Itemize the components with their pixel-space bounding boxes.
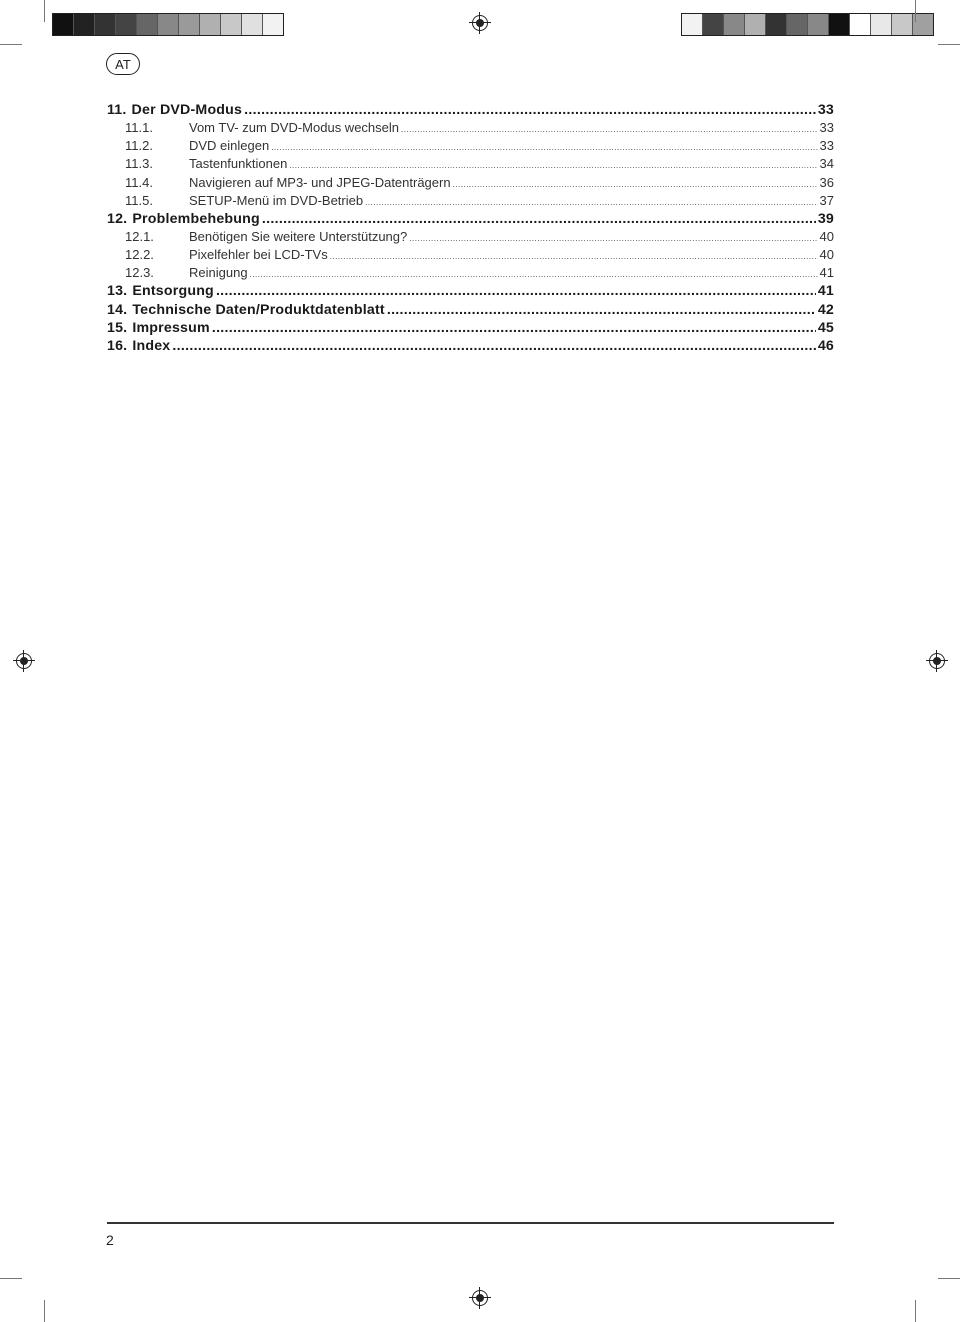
toc-leader-dots	[262, 211, 816, 227]
crop-mark	[0, 1278, 22, 1279]
toc-entry-number: 15.	[107, 319, 128, 336]
toc-entry-number: 11.4.	[125, 174, 153, 190]
color-calibration-bar-left	[52, 13, 284, 36]
toc-entry-number: 11.5.	[125, 192, 153, 208]
registration-mark-icon	[16, 653, 32, 669]
toc-entry-page: 46	[817, 338, 834, 355]
toc-leader-dots	[250, 265, 818, 280]
color-swatch	[829, 14, 850, 35]
toc-entry-page: 37	[819, 192, 834, 208]
toc-chapter-entry[interactable]	[107, 338, 834, 356]
color-swatch	[116, 14, 137, 35]
color-swatch	[221, 14, 242, 35]
toc-entry-number: 12.3.	[125, 265, 154, 281]
toc-chapter-entry[interactable]	[107, 211, 834, 229]
toc-section-entry[interactable]	[107, 138, 834, 156]
toc-entry-title: Navigieren auf MP3- und JPEG-Datenträgern	[189, 174, 451, 190]
color-swatch	[74, 14, 95, 35]
toc-section-entry[interactable]	[107, 229, 834, 247]
color-swatch	[703, 14, 724, 35]
toc-entry-page: 34	[819, 156, 834, 172]
toc-entry-title: Pixelfehler bei LCD-TVs	[189, 247, 328, 263]
toc-leader-dots	[216, 283, 816, 299]
toc-entry-title: Problembehebung	[132, 210, 260, 227]
toc-entry-page: 40	[819, 247, 834, 263]
toc-entry-page: 39	[817, 210, 834, 227]
toc-entry-number: 11.	[107, 102, 127, 118]
toc-entry-title: Reinigung	[189, 265, 248, 281]
toc-entry-title: Impressum	[132, 319, 210, 336]
toc-section-entry[interactable]	[107, 247, 834, 265]
toc-section-entry[interactable]	[107, 156, 834, 174]
color-swatch	[850, 14, 871, 35]
color-swatch	[808, 14, 829, 35]
toc-entry-number: 16.	[107, 338, 128, 355]
toc-entry-page: 42	[817, 301, 834, 318]
toc-chapter-entry[interactable]	[107, 302, 834, 320]
toc-entry-page: 33	[819, 120, 834, 136]
toc-chapter-entry[interactable]	[107, 283, 834, 301]
toc-entry-page: 33	[817, 102, 834, 118]
color-swatch	[137, 14, 158, 35]
toc-entry-page: 40	[819, 229, 834, 245]
page-number: 2	[106, 1232, 114, 1248]
crop-mark	[0, 44, 22, 45]
toc-entry-number: 11.3.	[125, 156, 153, 172]
toc-entry-page: 33	[819, 138, 834, 154]
toc-leader-dots	[244, 102, 816, 118]
crop-mark	[938, 44, 960, 45]
toc-entry-title: Der DVD-Modus	[131, 102, 243, 118]
toc-entry-title: Technische Daten/Produktdatenblatt	[132, 301, 385, 318]
toc-entry-page: 36	[819, 174, 834, 190]
toc-entry-number: 11.1.	[125, 120, 153, 136]
toc-entry-title: Entsorgung	[132, 283, 214, 300]
color-swatch	[179, 14, 200, 35]
toc-leader-dots	[387, 302, 816, 318]
color-swatch	[158, 14, 179, 35]
color-swatch	[787, 14, 808, 35]
color-swatch	[95, 14, 116, 35]
registration-mark-icon	[472, 1290, 488, 1306]
toc-entry-page: 41	[819, 265, 834, 281]
color-swatch	[892, 14, 913, 35]
toc-entry-number: 12.	[107, 210, 128, 227]
toc-leader-dots	[289, 156, 817, 171]
toc-entry-title: Vom TV- zum DVD-Modus wechseln	[189, 120, 399, 136]
registration-mark-icon	[929, 653, 945, 669]
toc-entry-title: Benötigen Sie weitere Unterstützung?	[189, 229, 408, 245]
toc-section-entry[interactable]	[107, 175, 834, 193]
toc-leader-dots	[453, 175, 818, 190]
crop-mark	[915, 0, 916, 22]
crop-mark	[44, 0, 45, 22]
toc-leader-dots	[172, 338, 815, 354]
color-swatch	[53, 14, 74, 35]
color-swatch	[724, 14, 745, 35]
toc-section-entry[interactable]	[107, 120, 834, 138]
color-swatch	[682, 14, 703, 35]
toc-chapter-entry[interactable]	[107, 102, 834, 120]
toc-entry-title: DVD einlegen	[189, 138, 270, 154]
toc-entry-title: SETUP-Menü im DVD-Betrieb	[189, 192, 364, 208]
color-swatch	[766, 14, 787, 35]
color-swatch	[242, 14, 263, 35]
toc-entry-number: 12.2.	[125, 247, 154, 263]
footer-divider	[107, 1222, 834, 1224]
toc-section-entry[interactable]	[107, 265, 834, 283]
toc-leader-dots	[330, 247, 818, 262]
color-swatch	[200, 14, 221, 35]
color-swatch	[263, 14, 283, 35]
color-swatch	[913, 14, 933, 35]
color-swatch	[745, 14, 766, 35]
crop-mark	[915, 1300, 916, 1322]
toc-leader-dots	[365, 193, 817, 208]
color-calibration-bar-right	[681, 13, 934, 36]
toc-leader-dots	[271, 138, 817, 153]
toc-entry-title: Index	[132, 338, 171, 355]
toc-entry-page: 45	[817, 319, 834, 336]
registration-mark-icon	[472, 15, 488, 31]
crop-mark	[44, 1300, 45, 1322]
toc-entry-number: 13.	[107, 283, 128, 300]
table-of-contents	[107, 102, 834, 357]
toc-chapter-entry[interactable]	[107, 320, 834, 338]
toc-leader-dots	[409, 229, 817, 244]
toc-entry-page: 41	[817, 283, 834, 300]
toc-entry-number: 11.2.	[125, 138, 153, 154]
toc-entry-number: 14.	[107, 301, 128, 318]
toc-leader-dots	[401, 120, 818, 135]
toc-entry-number: 12.1.	[125, 229, 154, 245]
toc-leader-dots	[212, 320, 816, 336]
color-swatch	[871, 14, 892, 35]
toc-entry-title: Tastenfunktionen	[189, 156, 288, 172]
country-code-badge: AT	[106, 53, 140, 75]
crop-mark	[938, 1278, 960, 1279]
toc-section-entry[interactable]	[107, 193, 834, 211]
